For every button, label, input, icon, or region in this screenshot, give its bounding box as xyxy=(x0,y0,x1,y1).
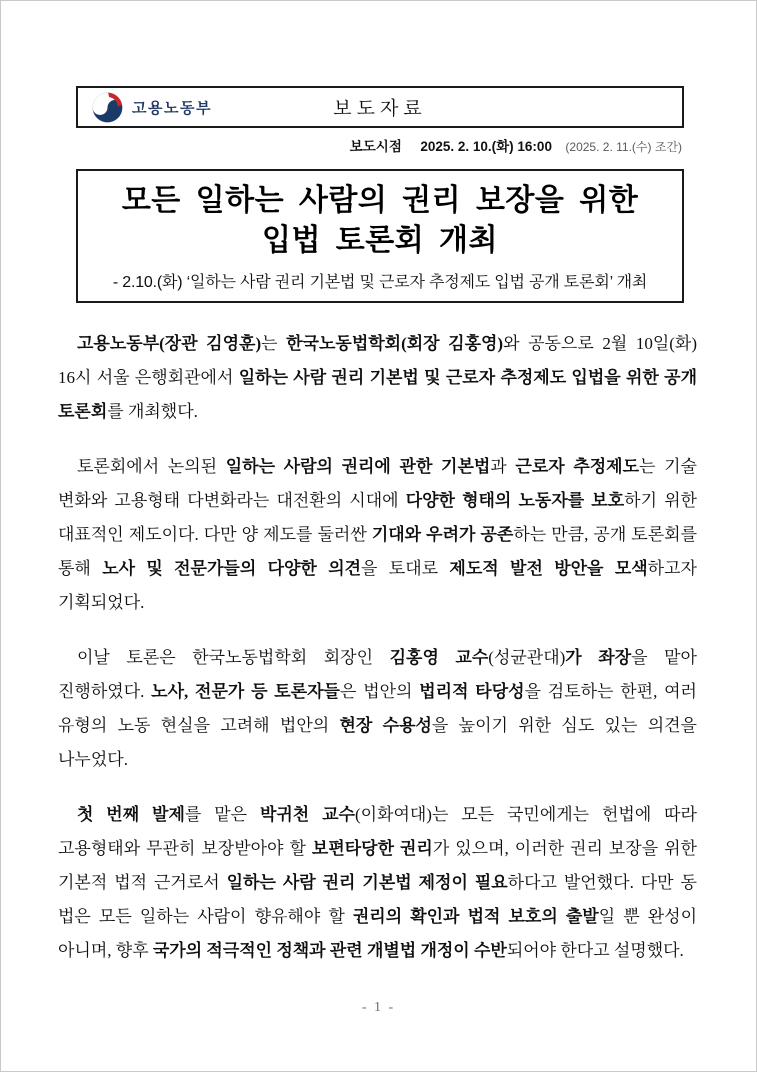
body-paragraph-2: 토론회에서 논의된 일하는 사람의 권리에 관한 기본법과 근로자 추정제도는 기술 변화와 고용형태 다변화라는 대전환의 시대에 다양한 형태의 노동자를 보호하기 위한 대표적인 제도이다. 다만 양 제도를 둘러싼 기대와 우려가 공존하는 만큼, 공개 토론회를 통해 노사 및 전문가들의 다양한 의견을 토대로 제도적 발전 방안을 모색하고자 기획되었다. xyxy=(58,457,697,612)
release-embargo-note: (2025. 2. 11.(수) 조간) xyxy=(565,140,682,154)
press-subtitle: - 2.10.(화) ‘일하는 사람 권리 기본법 및 근로자 추정제도 입법 공개 토론회’ 개최 xyxy=(112,274,648,291)
press-body xyxy=(58,327,697,989)
release-timing-line xyxy=(350,135,682,156)
press-title-box xyxy=(76,169,684,303)
release-datetime: 2025. 2. 10.(화) 16:00 xyxy=(420,139,552,154)
ministry-header-box xyxy=(76,86,684,128)
body-paragraph-4: 첫 번째 발제를 맡은 박귀천 교수(이화여대)는 모든 국민에게는 헌법에 따라 고용형태와 무관히 보장받아야 할 보편타당한 권리가 있으며, 이러한 권리 보장을 위한 기본적 법적 근거로서 일하는 사람 권리 기본법 제정이 필요하다고 발언했다. 다만 동 법은 모든 일하는 사람이 향유해야 할 권리의 확인과 법적 보호의 출발일 뿐 완성이 아니며, 향후 국가의 적극적인 정책과 관련 개별법 개정이 수반되어야 한다고 설명했다. xyxy=(58,805,697,960)
government-emblem-icon xyxy=(92,92,123,123)
press-title-line1: 모든 일하는 사람의 권리 보장을 위한 xyxy=(121,184,639,217)
ministry-name: 고용노동부 xyxy=(132,100,212,117)
body-paragraph-1: 고용노동부(장관 김영훈)는 한국노동법학회(회장 김홍영)와 공동으로 2월 10일(화) 16시 서울 은행회관에서 일하는 사람 권리 기본법 및 근로자 추정제도 입법을 위한 공개 토론회를 개최했다. xyxy=(58,334,698,421)
ministry-logo-group xyxy=(92,92,212,123)
press-title xyxy=(78,181,682,261)
release-timing-label: 보도시점 xyxy=(349,139,402,154)
press-title-line2: 입법 토론회 개최 xyxy=(261,224,499,257)
page-number: - 1 - xyxy=(361,1000,396,1015)
document-type-label: 보도자료 xyxy=(333,98,427,120)
body-paragraph-3: 이날 토론은 한국노동법학회 회장인 김홍영 교수(성균관대)가 좌장을 맡아 진행하였다. 노사, 전문가 등 토론자들은 법안의 법리적 타당성을 검토하는 한편, 여러 유형의 노동 현실을 고려해 법안의 현장 수용성을 높이기 위한 심도 있는 의견을 나누었다. xyxy=(58,648,697,769)
